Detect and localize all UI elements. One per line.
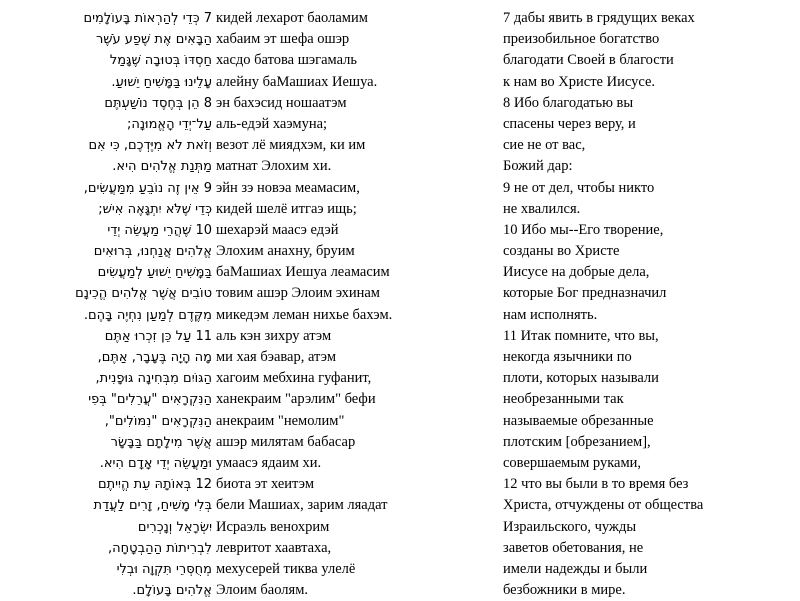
russian-line: 9 не от дел, чтобы никто bbox=[503, 179, 655, 196]
russian-line: не хвалился. bbox=[503, 200, 581, 217]
russian-line: 10 Ибо мы--Его творение, bbox=[503, 221, 664, 238]
hebrew-line: כְּדֵי שֶׁלֹּא יִתְגָּאֶה אִישׁ; bbox=[98, 201, 212, 217]
hebrew-line: טוֹבִים אֲשֶׁר אֱלֹהִים הֱכִינָם bbox=[75, 286, 212, 302]
hebrew-line: 12 בְּאוֹתָהּ עֵת הֱיִיתֶם bbox=[97, 477, 212, 493]
russian-line: совершаемым руками, bbox=[503, 454, 642, 471]
russian-line: 8 Ибо благодатью вы bbox=[503, 94, 634, 111]
hebrew-column bbox=[60, 8, 212, 601]
russian-line: называемые обрезанные bbox=[503, 412, 654, 429]
russian-translation-column bbox=[503, 8, 793, 601]
transliteration-line: ашэр милятам бабасар bbox=[216, 433, 356, 450]
hebrew-line: 11 עַל כֵּן זִכְרוּ אַתֶּם bbox=[104, 328, 212, 344]
russian-line: нам исполнять. bbox=[503, 306, 598, 323]
transliteration-line: мехусерей тиква улелё bbox=[216, 560, 356, 577]
transliteration-line: алейну баМашиах Иешуа. bbox=[216, 73, 378, 90]
transliteration-line: бели Машиах, зарим ляадат bbox=[216, 497, 388, 514]
transliteration-line: матнат Элохим хи. bbox=[216, 158, 332, 175]
russian-line: Христа, отчуждены от общества bbox=[503, 497, 704, 514]
russian-line: 11 Итак помните, что вы, bbox=[503, 327, 659, 344]
hebrew-line: בַּמָּשִׁיחַ יֵשׁוּעַ לְמַעֲשִׂים bbox=[97, 265, 212, 281]
hebrew-line: יִשְׂרָאֵל וְנָכְרִים bbox=[137, 519, 212, 535]
hebrew-line: לִבְרִיתוֹת הַהַבְטָחָה, bbox=[108, 540, 212, 556]
transliteration-line: эйн зэ новэа меамасим, bbox=[216, 179, 360, 196]
russian-line: которые Бог предназначил bbox=[503, 285, 667, 302]
hebrew-line: הַגּוֹיִם מִבְּחִינָה גּוּפָנִית, bbox=[95, 371, 212, 387]
hebrew-line: אֱלֹהִים בָּעוֹלָם. bbox=[132, 583, 212, 599]
transliteration-line: хасдо батова шэгамаль bbox=[216, 52, 357, 69]
russian-line: необрезанными так bbox=[503, 391, 624, 408]
transliteration-line: шехарэй маасэ едэй bbox=[216, 221, 339, 238]
transliteration-line: биота эт хеитэм bbox=[216, 476, 315, 493]
russian-line: созданы во Христе bbox=[503, 243, 620, 260]
hebrew-line: וּמַעֲשֵׂה יְדֵי אָדָם הִיא. bbox=[99, 455, 212, 471]
russian-line: Израильского, чужды bbox=[503, 518, 637, 535]
transliteration-line: эн бахэсид ношаатэм bbox=[216, 94, 347, 111]
transliteration-line: кидей шелё итгаэ ищь; bbox=[216, 200, 357, 217]
transliteration-line: левритот хаавтаха, bbox=[216, 539, 332, 556]
russian-line: к нам во Христе Иисусе. bbox=[503, 73, 656, 90]
hebrew-line: מִקֶּדֶם לְמַעַן נִחְיֶה בָּהֶם. bbox=[83, 307, 212, 323]
russian-line: Иисусе на добрые дела, bbox=[503, 264, 650, 281]
hebrew-line: אֱלֹהִים אֲנַחְנוּ, בְּרוּאִים bbox=[93, 244, 212, 260]
transliteration-line: хабаим эт шефа ошэр bbox=[216, 31, 350, 48]
transliteration-line: кидей лехарот баоламим bbox=[216, 10, 368, 26]
russian-line: 12 что вы были в то время без bbox=[503, 476, 689, 493]
russian-line: имели надежды и были bbox=[503, 560, 648, 577]
russian-line: некогда язычники по bbox=[503, 349, 632, 365]
transliteration-column bbox=[216, 8, 416, 601]
transliteration-line: Элоим баолям. bbox=[216, 582, 309, 599]
transliteration-line: товим ашэр Элоим эхинам bbox=[216, 285, 380, 302]
transliteration-line: Элохим анахну, бруим bbox=[216, 243, 355, 260]
russian-line: сие не от вас, bbox=[503, 137, 586, 154]
hebrew-line: הַבָּאִים אֶת שֶׁפַע עֹשֶׁר bbox=[95, 32, 212, 48]
hebrew-line: 10 שֶׁהֲרֵי מַעֲשֵׂה יְדֵי bbox=[107, 222, 212, 238]
transliteration-line: Исраэль венохрим bbox=[216, 518, 330, 535]
transliteration-line: анекраим "немолим" bbox=[216, 412, 345, 429]
hebrew-line: אֲשֶׁר מִילָתָם בַּבָּשָׂר bbox=[110, 434, 212, 450]
russian-line: Божий дар: bbox=[503, 158, 573, 175]
transliteration-line: хагоим мебхина гуфанит, bbox=[216, 370, 372, 387]
transliteration-line: везот лё миядхэм, ки им bbox=[216, 137, 366, 154]
hebrew-line: הַנִּקְרָאִים "עֲרֵלִים" בְּפִי bbox=[88, 392, 212, 408]
hebrew-line: מַתְּנַת אֱלֹהִים הִיא. bbox=[112, 159, 212, 175]
hebrew-line: 9 אֵין זֶה נוֹבֵעַ מִמַּעֲשִׂים, bbox=[83, 180, 212, 196]
russian-line: заветов обетования, не bbox=[503, 539, 644, 556]
transliteration-line: аль-едэй хаэмуна; bbox=[216, 115, 328, 132]
transliteration-line: умаасэ ядаим хи. bbox=[216, 454, 322, 471]
transliteration-line: ханекраим "арэлим" бефи bbox=[216, 391, 376, 408]
russian-line: преизобильное богатство bbox=[503, 31, 660, 48]
hebrew-line: 7 כְּדֵי לְהַרְאוֹת בָּעוֹלָמִים bbox=[83, 11, 212, 26]
hebrew-line: וְזֹאת לֹא מִיֶּדְכֶם, כִּי אִם bbox=[88, 138, 212, 154]
hebrew-line: בְּלִי מָשִׁיחַ, זָרִים לַעֲדַת bbox=[93, 498, 212, 514]
hebrew-line: עָלֵינוּ בַּמָּשִׁיחַ יֵשׁוּעַ. bbox=[111, 74, 212, 90]
hebrew-line: מְחֻסְּרֵי תִּקְוָה וּבְלִי bbox=[116, 561, 212, 577]
hebrew-line: מָה הָיָה בֶּעָבָר, אַתֶּם, bbox=[97, 350, 212, 365]
hebrew-line: הַנִּקְרָאִים "נִמּוֹלִים", bbox=[104, 413, 212, 429]
russian-line: безбожники в мире. bbox=[503, 582, 626, 599]
transliteration-line: микедэм леман нихье бахэм. bbox=[216, 306, 393, 323]
hebrew-line: חַסְדּוֹ בְּטוּבָה שֶׁגָּמַל bbox=[109, 53, 212, 69]
russian-line: плоти, которых называли bbox=[503, 370, 659, 387]
russian-line: плотским [обрезанием], bbox=[503, 433, 651, 450]
hebrew-line: 8 הֵן בְּחֶסֶד נוֹשַׁעְתֶּם bbox=[104, 95, 212, 111]
transliteration-line: баМашиах Иешуа леамасим bbox=[216, 264, 390, 281]
hebrew-line: עַל־יְדֵי הָאֱמוּנָה; bbox=[126, 116, 212, 132]
transliteration-line: аль кэн зихру атэм bbox=[216, 327, 332, 344]
russian-line: благодати Своей в благости bbox=[503, 52, 674, 69]
russian-line: спасены через веру, и bbox=[503, 115, 636, 132]
russian-line: 7 дабы явить в грядущих веках bbox=[503, 10, 695, 26]
transliteration-line: ми хая бэавар, атэм bbox=[216, 349, 337, 365]
